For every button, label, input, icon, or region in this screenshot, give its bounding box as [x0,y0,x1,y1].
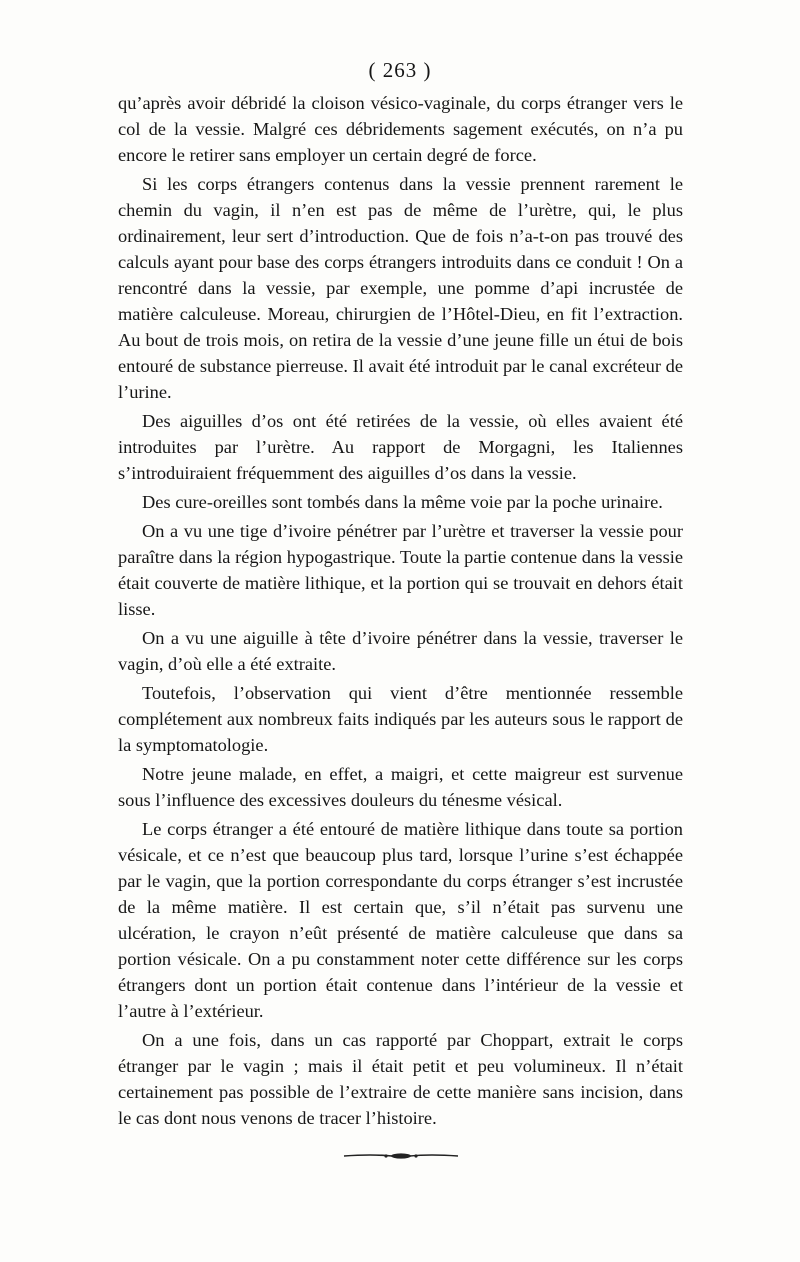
paragraph: Si les corps étrangers contenus dans la vessie prennent rarement le chemin du vagin, il n’en est pas de même de l’urètre, qui, le plus ordinairement, leur sert d’introduction. Que de fois n’a-t-on pas trouvé des calculs ayant pour base des corps étrangers introduits dans ce conduit ! On a rencontré dans la vessie, par exemple, une pomme d’api incrustée de matière calculeuse. Moreau, chirurgien de l’Hôtel-Dieu, en fit l’extraction. Au bout de trois mois, on retira de la vessie d’une jeune fille un étui de bois entouré de substance pierreuse. Il avait été introduit par le canal excréteur de l’urine. [118,174,683,402]
paragraph: Toutefois, l’observation qui vient d’être mentionnée ressemble complétement aux nombreux faits indiqués par les auteurs sous le rapport de la symptomatologie. [118,683,683,755]
body-text [118,90,683,1134]
paragraph: Des cure-oreilles sont tombés dans la même voie par la poche urinaire. [142,492,663,512]
page-number: ( 263 ) [368,58,432,82]
end-ornament [342,1152,460,1160]
paragraph: qu’après avoir débridé la cloison vésico-vaginale, du corps étranger vers le col de la vessie. Malgré ces débridements sagement exécutés, on n’a pu encore le retirer sans employer un certain degré de force. [118,93,683,165]
paragraph: On a vu une aiguille à tête d’ivoire pénétrer dans la vessie, traverser le vagin, d’où elle a été extraite. [118,628,683,674]
paragraph: On a vu une tige d’ivoire pénétrer par l’urètre et traverser la vessie pour paraître dans la région hypogastrique. Toute la partie contenue dans la vessie était couverte de matière lithique, et la portion qui se trouvait en dehors était lisse. [118,521,683,619]
paragraph: Le corps étranger a été entouré de matière lithique dans toute sa portion vésicale, et ce n’est que beaucoup plus tard, lorsque l’urine s’est échappée par le vagin, que la portion correspondante du corps étranger s’est incrustée de la même matière. Il est certain que, s’il n’était pas survenu une ulcération, le crayon n’eût présenté de matière calculeuse que dans sa portion vésicale. On a pu constamment noter cette différence sur les corps étrangers dont un portion était contenue dans l’intérieur de la vessie et l’autre à l’extérieur. [118,819,683,1021]
paragraph: Notre jeune malade, en effet, a maigri, et cette maigreur est survenue sous l’influence des excessives douleurs du ténesme vésical. [118,764,683,810]
paragraph: On a une fois, dans un cas rapporté par Choppart, extrait le corps étranger par le vagin ; mais il était petit et peu volumineux. Il n’était certainement pas possible de l’extraire de cette manière sans incision, dans le cas dont nous venons de tracer l’histoire. [118,1030,683,1128]
paragraph: Des aiguilles d’os ont été retirées de la vessie, où elles avaient été introduites par l’urètre. Au rapport de Morgagni, les Italiennes s’introduiraient fréquemment des aiguilles d’os dans la vessie. [118,411,683,483]
